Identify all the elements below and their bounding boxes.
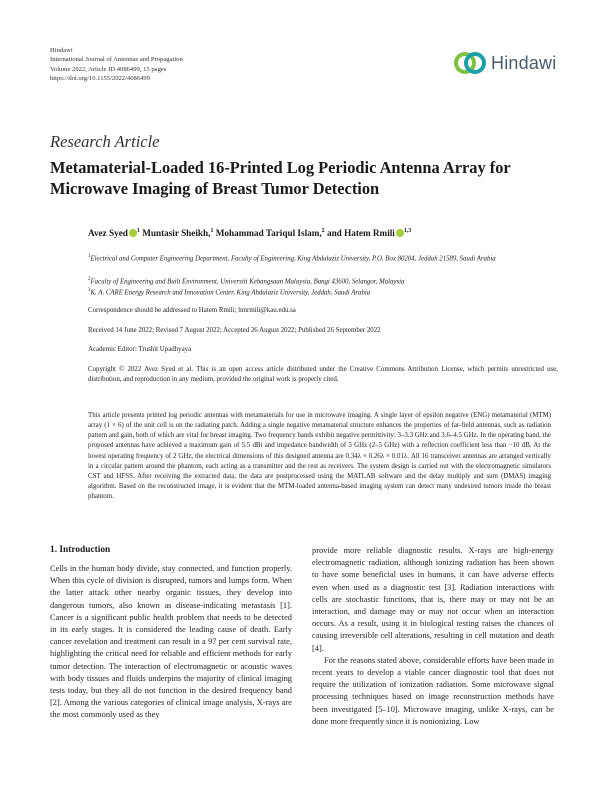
affiliation-number: 3 <box>88 288 91 293</box>
author-affiliation-sup: 2 <box>321 228 325 234</box>
author-name: Mohammad Tariqul Islam, <box>215 228 322 239</box>
body-column-left <box>50 563 292 722</box>
hindawi-logo <box>452 45 562 81</box>
affiliation-number: 1 <box>88 254 91 259</box>
author-affiliation-sup: 1 <box>136 228 140 234</box>
author-affiliation-sup: 1 <box>210 228 214 234</box>
author-name: Muntasir Sheikh, <box>142 228 211 239</box>
affiliation-1 <box>88 252 558 263</box>
publisher-name: Hindawi <box>50 47 73 54</box>
doi-link[interactable]: https://doi.org/10.1155/2022/4086499 <box>50 74 151 82</box>
hindawi-logo-icon <box>452 45 488 81</box>
author-affiliation-sup: 1,3 <box>403 228 412 234</box>
abstract: This article presents printed log periodic antennas with metamaterials for use in microwave imaging. A single layer of epsilon negative (ENG) metamaterial (MTM) array (1 × 6) of the unit cell is on the radiating patch. Adding a single negative metamaterial structure enhances the properties of far-field antennas, such as radiation pattern and gain, both of which are vital for breast imaging. Two frequency bands exhibit negative permittivity: 3–3.3 GHz and 3.6–4.5 GHz. In the operating band, the proposed antennas have achieved a maximum gain of 5.5 dBi and impedance bandwidth of 3 GHz (2–5 GHz) with a reflection coefficient less than −10 dB. At the lowest operating frequency of 2 GHz, the electrical dimensions of this designed antenna are 0.34λ × 0.26λ × 0.01λ. All 16 transceiver antennas are arranged vertically in a circular pattern around the phantom, each acting as a transmitter and the rest as receivers. The system design is carried out with the electromagnetic simulators CST and HFSS. After receiving the extracted data, the data are postprocessed using the MATLAB software and the delay multiply and sum (DMAS) imaging algorithm. Based on the reconstructed image, it is evident that the MTM-loaded antenna-based imaging system can detect many undesired tumors inside the breast phantom. <box>88 412 551 501</box>
affiliation-text: K. A. CARE Energy Research and Innovation Center, King Abdulaziz University, Jeddah, Saudi Arabia <box>90 289 371 297</box>
copyright-notice: Copyright © 2022 Avez Syed et al. This is an open access article distributed under the Creative Commons Attribution License, which permits unrestricted use, distribution, and reproduction in any medium, provided the original work is properly cited. <box>88 366 558 383</box>
affiliation-2 <box>88 275 558 286</box>
section-heading: 1. Introduction <box>50 545 111 555</box>
journal-header <box>50 46 183 83</box>
orcid-icon[interactable] <box>129 229 137 237</box>
journal-name: International Journal of Antennas and Propagation <box>50 56 183 64</box>
body-column-right <box>312 545 554 728</box>
orcid-icon[interactable] <box>396 229 404 237</box>
author-list <box>88 228 411 238</box>
logo-text: Hindawi <box>491 52 557 73</box>
author-name: and Hatem Rmili <box>326 228 395 239</box>
academic-editor: Academic Editor: Trushit Upadhyaya <box>88 346 192 353</box>
affiliation-number: 2 <box>88 277 91 282</box>
affiliation-text: Electrical and Computer Engineering Department, Faculty of Engineering, King Abdulaziz University, P.O. Box 80204, Jeddah 21589, Saudi Arabia <box>90 255 496 263</box>
article-type: Research Article <box>50 132 160 151</box>
publication-dates: Received 14 June 2022; Revised 7 August 2022; Accepted 26 August 2022; Published 26 September 2022 <box>88 327 381 334</box>
paragraph: Cells in the human body divide, stay connected, and function properly. When this cycle of division is disrupted, tumors and lumps form. When the latter attack other nearby organic tissues, they develop into dangerous tumors, also known as disease-indicating metastasis [1]. Cancer is a significant public health problem that needs to be detected in its early stages. It is considered the leading cause of death. Early cancer revelation and treatment can result in a 97 per cent survival rate, highlighting the critical need for reliable and efficient methods for early tumor detection. The interaction of electromagnetic or acoustic waves with body tissues and fluids underpins the majority of clinical imaging tests today, but they all do not function in the desired frequency band [2]. Among the various categories of clinical image analysis, X-rays are the most commonly used as they <box>50 564 292 720</box>
paragraph: For the reasons stated above, considerable efforts have been made in recent years to develop a viable cancer diagnostic tool that does not require the utilization of ionization radiation. Some microwave signal processing techniques based on image reconstruction methods have been investigated [5–10]. Microwave imaging, unlike X-rays, can be done more frequently since it is nonionizing. Low <box>312 655 554 726</box>
paragraph: provide more reliable diagnostic results. X-rays are high-energy electromagnetic radiation, although ionizing radiation has been shown to have some beneficial uses in humans, it can have adverse effects even when used as a diagnostic test [3]. Radiation interactions with cells are stochastic functions, that is, there may or may not be an interaction, and damage may or may not occur when an interaction occurs. As a result, using it in biological testing raises the chances of causing irreversible cell alterations, resulting in cell mutation and death [4]. <box>312 546 554 653</box>
affiliation-3 <box>88 286 558 297</box>
affiliation-text: Faculty of Engineering and Built Environment, Universiti Kebangsaan Malaysia, Bangi 43600, Selangor, Malaysia <box>90 278 405 286</box>
paper-title: Metamaterial-Loaded 16-Printed Log Periodic Antenna Array for Microwave Imaging of Breast Tumor Detection <box>50 158 511 198</box>
author-name: Avez Syed <box>88 228 128 239</box>
correspondence: Correspondence should be addressed to Hatem Rmili; hmrmili@kau.edu.sa <box>88 307 296 314</box>
volume-info: Volume 2022, Article ID 4086499, 15 pages <box>50 65 167 73</box>
